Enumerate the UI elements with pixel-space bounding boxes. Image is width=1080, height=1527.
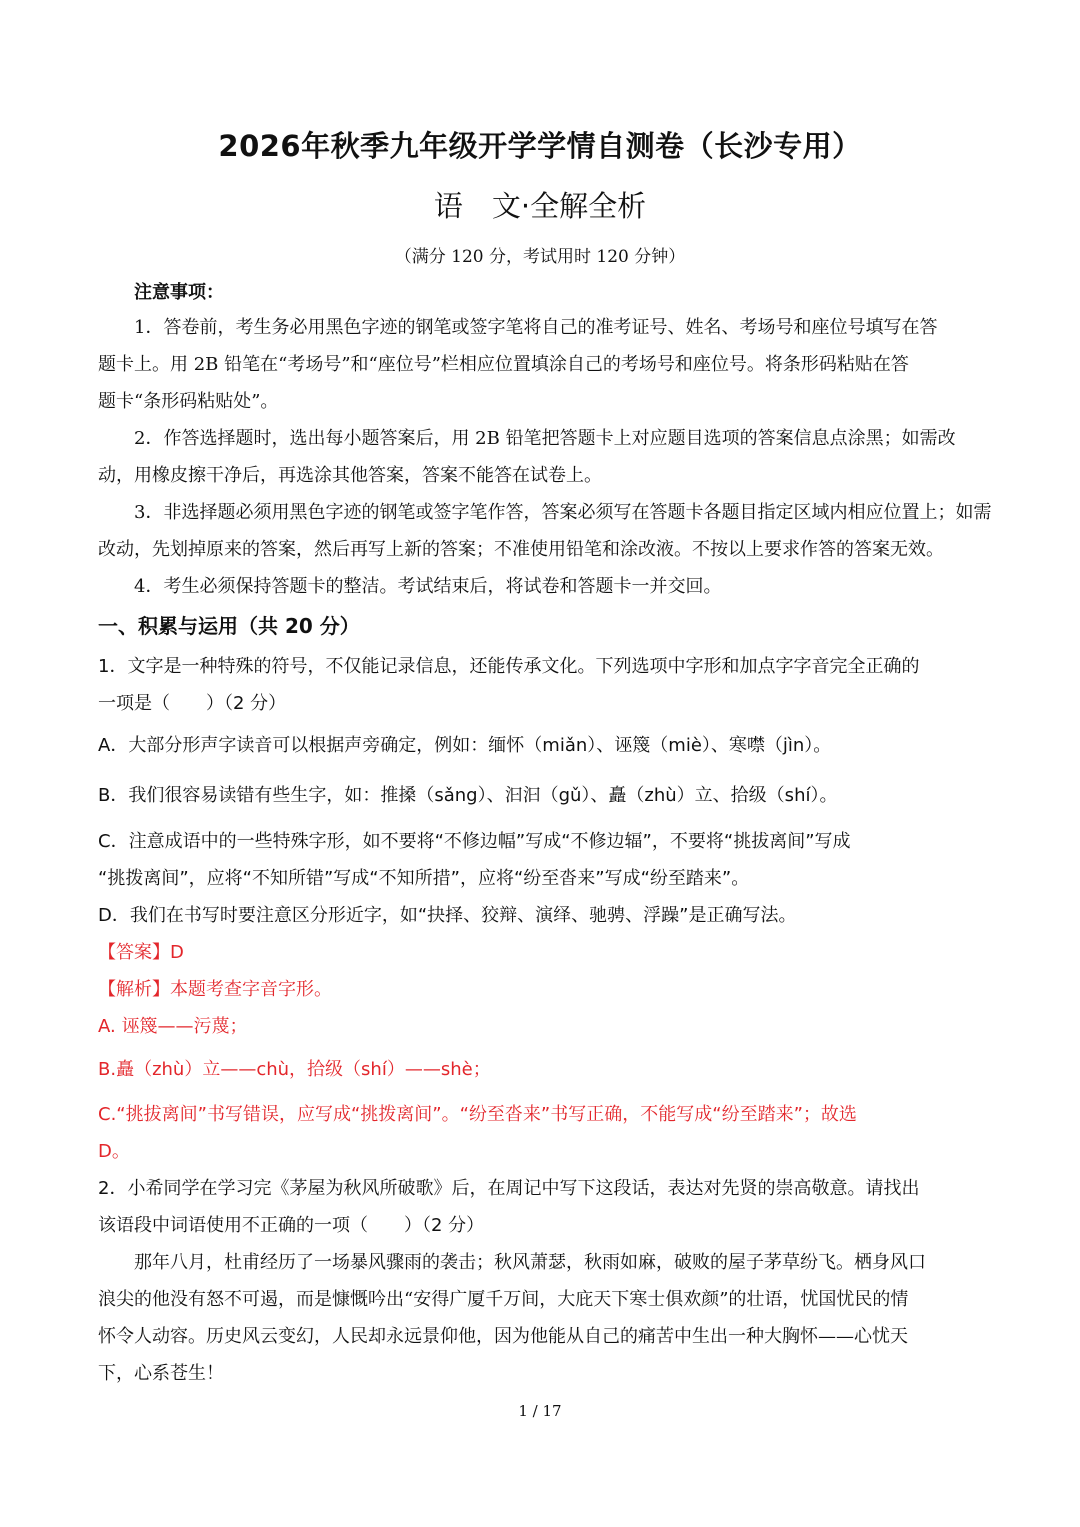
analysis-c: D。 [98,1141,130,1162]
option-c: C．注意成语中的一些特殊字形，如不要将“不修边幅”写成“不修边辐”，不要将“挑拔离间”写成 [98,831,851,852]
notice-line: 改动，先划掉原来的答案，然后再写上新的答案；不准使用铅笔和涂改液。不按以上要求作答的答案无效。 [98,539,944,560]
question-stem: 该语段中词语使用不正确的一项（ ）（2 分） [98,1215,485,1236]
page-number: 1 / 17 [518,1402,562,1420]
option-d: D．我们在书写时要注意区分形近字，如“抉择、狡辩、演绎、驰骋、浮躁”是正确写法。 [98,905,797,926]
analysis-a: A. 诬篾——污蔑； [98,1016,248,1037]
analysis-b: B.矗（zhù）立——chù，拾级（shí）——shè； [98,1059,491,1080]
score-info: （满分 120 分，考试用时 120 分钟） [394,247,686,267]
exam-title: 2026年秋季九年级开学学情自测卷（长沙专用） [218,129,862,163]
notice-heading: 注意事项： [134,282,224,303]
passage-line: 下，心系苍生！ [98,1363,224,1384]
passage-line: 那年八月，杜甫经历了一场暴风骤雨的袭击；秋风萧瑟，秋雨如麻，破败的屋子茅草纷飞。栖身风口 [134,1252,926,1273]
passage-line: 怀令人动容。历史风云变幻，人民却永远景仰他，因为他能从自己的痛苦中生出一种大胸怀——心忧天 [98,1326,908,1347]
answer: 【答案】D [98,942,184,963]
question-stem: 一项是（ ）（2 分） [98,693,287,714]
option-c: “挑拨离间”，应将“不知所错”写成“不知所措”，应将“纷至沓来”写成“纷至踏来”。 [98,868,750,889]
notice-line: 1．答卷前，考生务必用黑色字迹的钢笔或签字笔将自己的准考证号、姓名、考场号和座位号填写在答 [134,317,938,338]
analysis: 【解析】本题考查字音字形。 [98,979,332,1000]
notice-line: 3．非选择题必须用黑色字迹的钢笔或签字笔作答，答案必须写在答题卡各题目指定区域内相应位置上；如需 [134,502,992,523]
notice-line: 2．作答选择题时，选出每小题答案后，用 2B 铅笔把答题卡上对应题目选项的答案信息点涂黑；如需改 [134,428,956,449]
notice-line: 题卡“条形码粘贴处”。 [98,391,279,412]
notice-line: 动，用橡皮擦干净后，再选涂其他答案，答案不能答在试卷上。 [98,465,602,486]
option-a: A．大部分形声字读音可以根据声旁确定，例如：缅怀（miǎn）、诬篾（miè）、寒噤（jìn）。 [98,735,832,756]
section-heading: 一、积累与运用（共 20 分） [98,614,360,638]
question-stem: 2．小希同学在学习完《茅屋为秋风所破歌》后，在周记中写下这段话，表达对先贤的崇高敬意。请找出 [98,1178,920,1199]
question-stem: 1．文字是一种特殊的符号，不仅能记录信息，还能传承文化。下列选项中字形和加点字字音完全正确的 [98,656,920,677]
notice-line: 题卡上。用 2B 铅笔在“考场号”和“座位号”栏相应位置填涂自己的考场号和座位号。将条形码粘贴在答 [98,354,909,375]
exam-subtitle: 语 文·全解全析 [433,189,647,223]
analysis-c: C.“挑拔离间”书写错误，应写成“挑拨离间”。“纷至沓来”书写正确，不能写成“纷至踏来”；故选 [98,1104,857,1125]
option-b: B．我们很容易读错有些生字，如：推搡（sǎng）、汩汩（gǔ）、矗（zhù）立、拾级（shí）。 [98,785,838,806]
passage-line: 浪尖的他没有怒不可遏，而是慷慨吟出“安得广厦千万间，大庇天下寒士俱欢颜”的壮语，忧国忧民的情 [98,1289,909,1310]
notice-line: 4．考生必须保持答题卡的整洁。考试结束后，将试卷和答题卡一并交回。 [134,576,722,597]
